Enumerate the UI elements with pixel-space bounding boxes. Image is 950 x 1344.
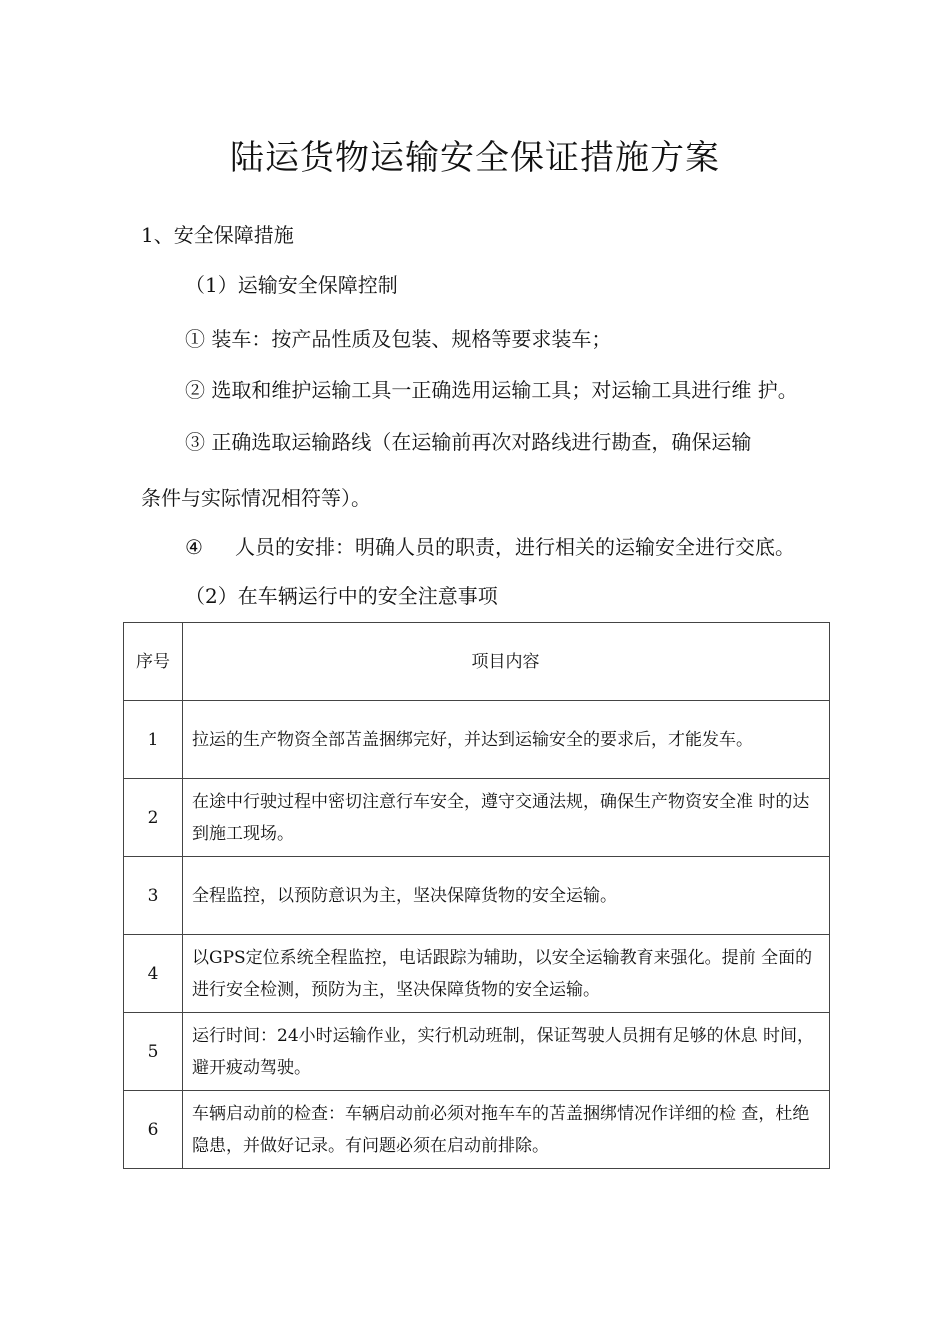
- measure-item-1: ① 装车：按产品性质及包装、规格等要求装车；: [185, 327, 612, 351]
- row-number: 3: [124, 857, 183, 935]
- document-title: 陆运货物运输安全保证措施方案: [230, 138, 720, 178]
- row-content: 拉运的生产物资全部苫盖捆绑完好，并达到运输安全的要求后，才能发车。: [183, 701, 830, 779]
- subsection-heading-2: （2）在车辆运行中的安全注意事项: [185, 584, 498, 608]
- table-row: [124, 935, 830, 1013]
- header-no: 序号: [124, 623, 183, 701]
- row-content: 在途中行驶过程中密切注意行车安全，遵守交通法规，确保生产物资安全准 时的达到施工现场。: [183, 779, 830, 857]
- row-number: 1: [124, 701, 183, 779]
- row-content: 运行时间：24小时运输作业，实行机动班制，保证驾驶人员拥有足够的休息 时间，避开疲动驾驶。: [183, 1013, 830, 1091]
- table-row: [124, 857, 830, 935]
- section-heading-1: 1、安全保障措施: [141, 223, 294, 247]
- table-row: [124, 1091, 830, 1169]
- row-number: 2: [124, 779, 183, 857]
- header-content: 项目内容: [183, 623, 830, 701]
- measure-item-2: ② 选取和维护运输工具一正确选用运输工具；对运输工具进行维 护。: [185, 378, 798, 402]
- row-content: 以GPS定位系统全程监控，电话跟踪为辅助，以安全运输教育来强化。提前 全面的进行安全检测，预防为主，坚决保障货物的安全运输。: [183, 935, 830, 1013]
- table-row: [124, 779, 830, 857]
- subsection-heading-1: （1）运输安全保障控制: [185, 273, 398, 297]
- measure-item-4-text: 人员的安排：明确人员的职责，进行相关的运输安全进行交底。: [235, 535, 795, 559]
- row-content: 全程监控，以预防意识为主，坚决保障货物的安全运输。: [183, 857, 830, 935]
- measure-item-4-marker: ④: [185, 535, 203, 559]
- measure-item-3-line-2: 条件与实际情况相符等）。: [141, 486, 371, 510]
- row-number: 4: [124, 935, 183, 1013]
- safety-items-table: [123, 622, 830, 1169]
- row-number: 5: [124, 1013, 183, 1091]
- row-number: 6: [124, 1091, 183, 1169]
- table-row: [124, 1013, 830, 1091]
- table-row: [124, 701, 830, 779]
- table-header-row: [124, 623, 830, 701]
- row-content: 车辆启动前的检查：车辆启动前必须对拖车车的苫盖捆绑情况作详细的检 查，杜绝隐患，并做好记录。有问题必须在启动前排除。: [183, 1091, 830, 1169]
- measure-item-3-line-1: ③ 正确选取运输路线（在运输前再次对路线进行勘查，确保运输: [185, 430, 752, 454]
